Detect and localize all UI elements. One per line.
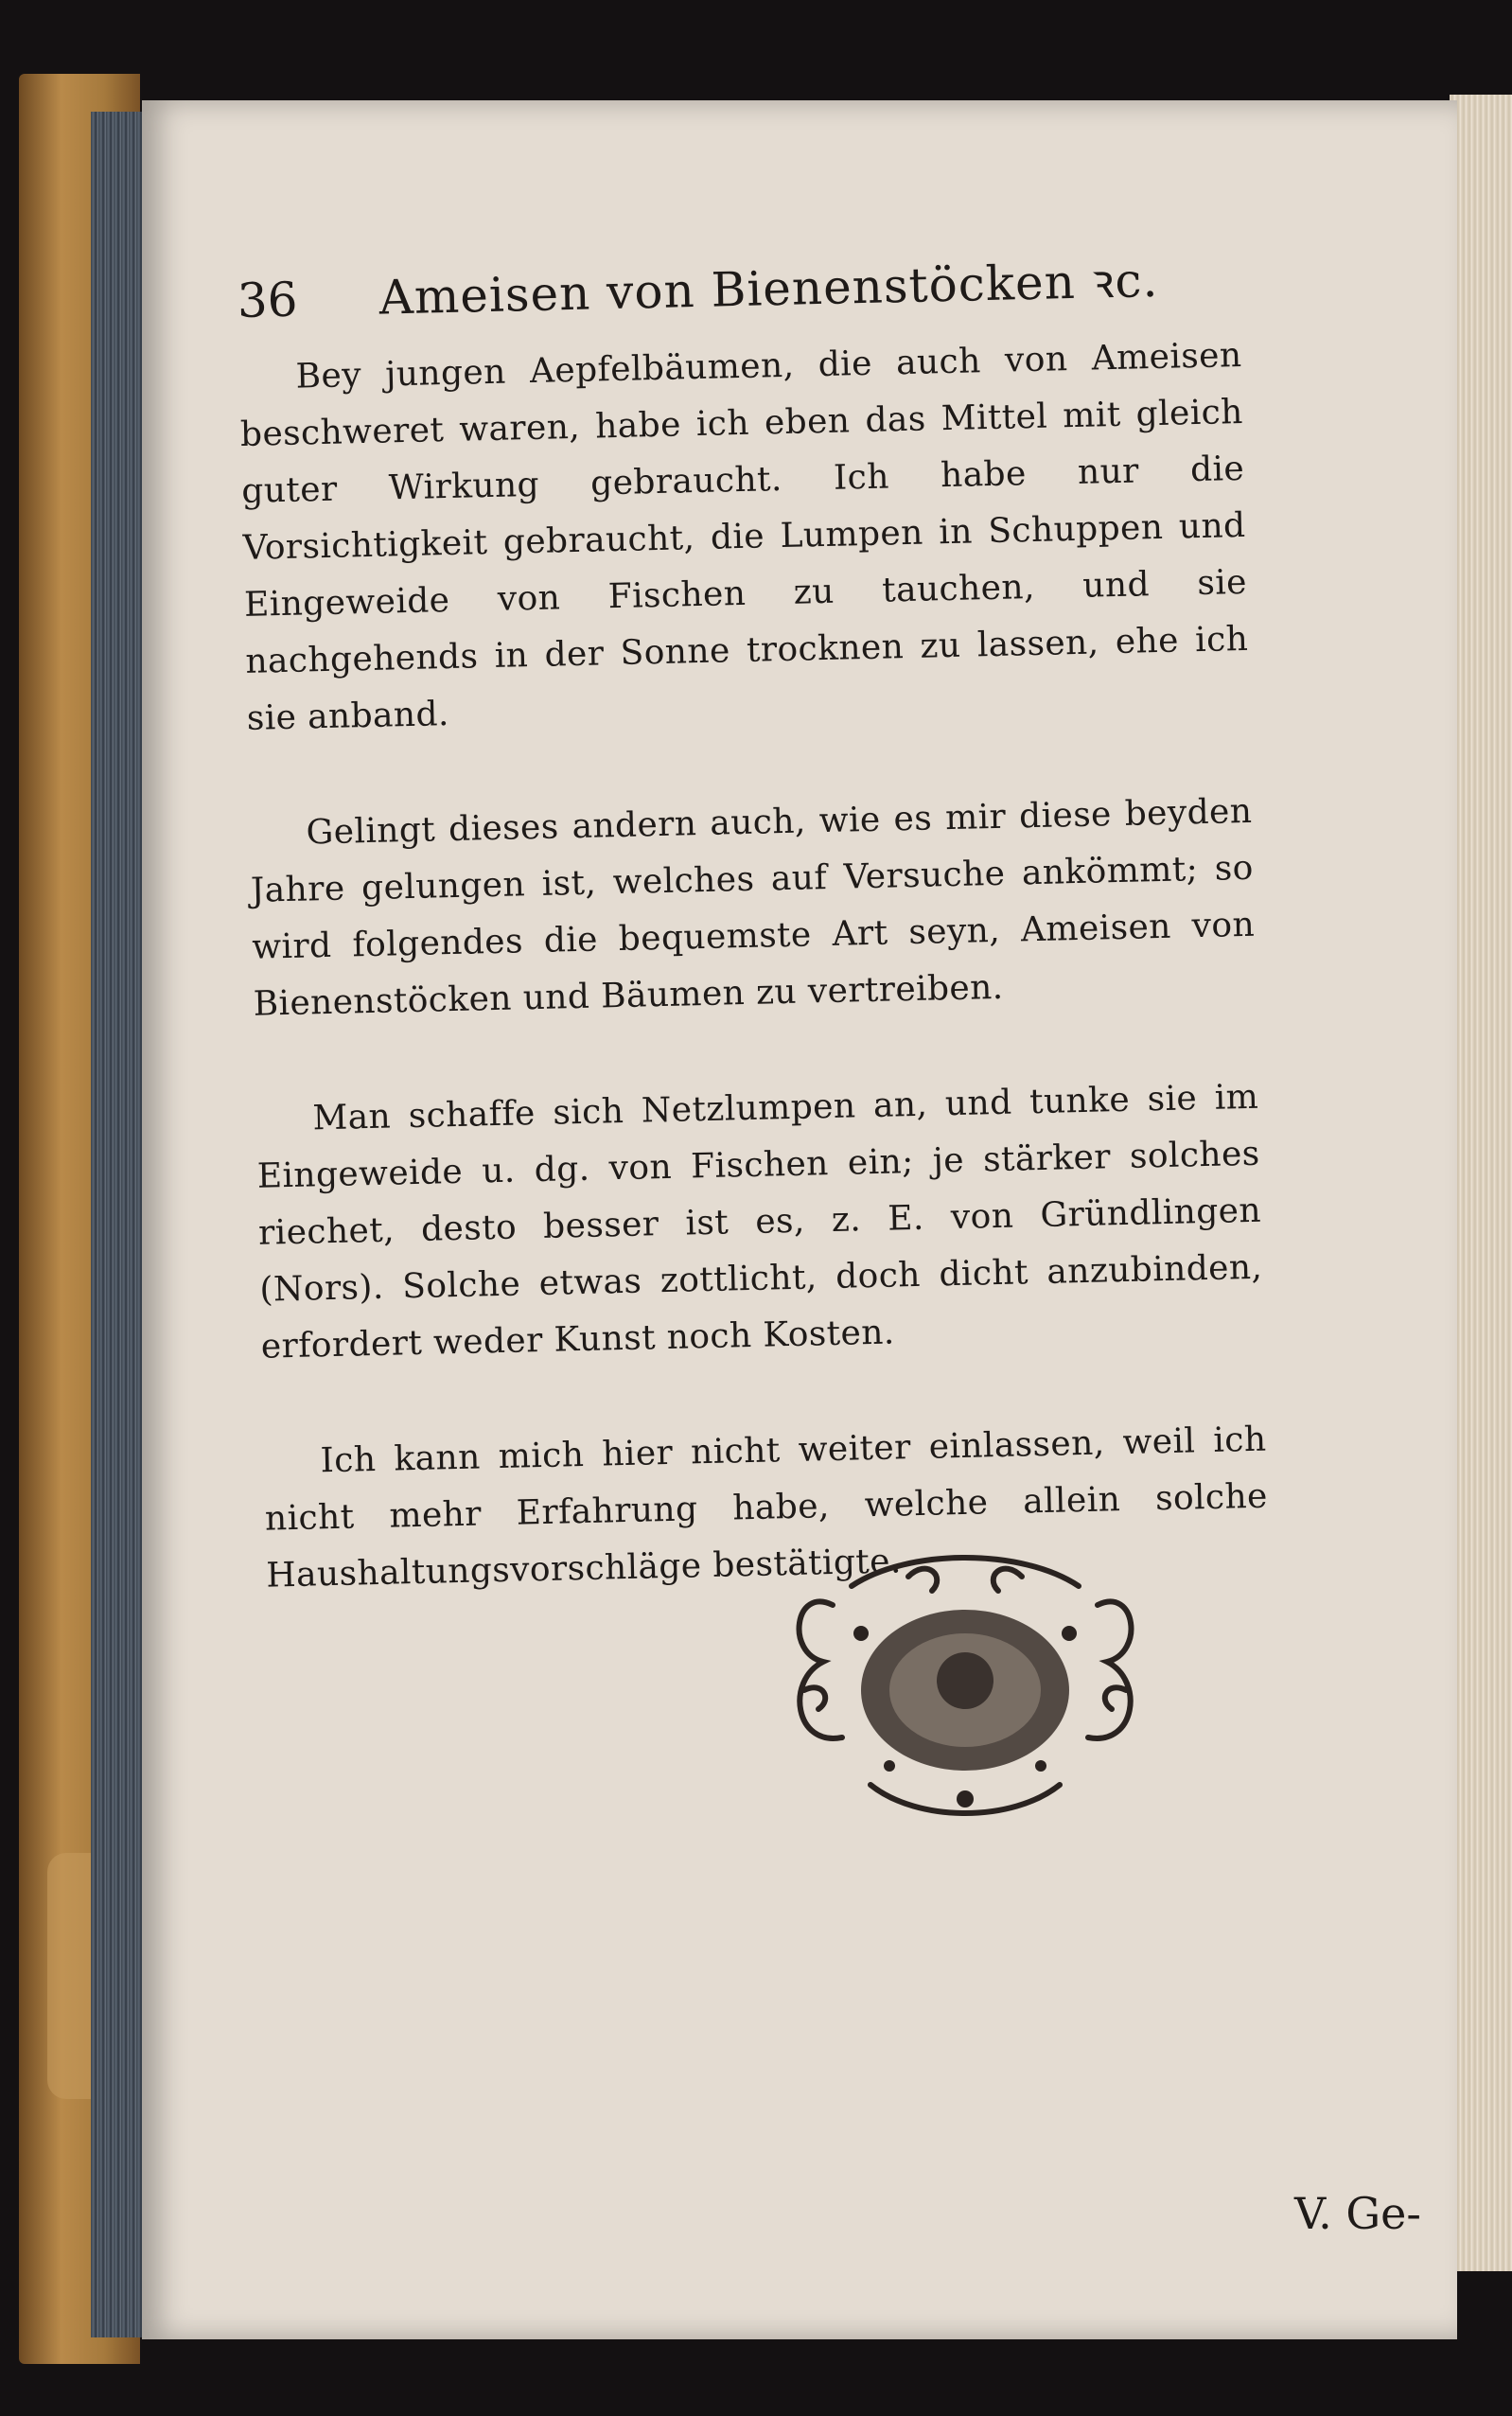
facing-page-edges xyxy=(1450,95,1512,2271)
paragraph-3: Man schaffe sich Netzlumpen an, und tunke sie im Eingeweide u. dg. von Fischen ein; je stärker solches riechet, desto besser ist es, z. E. von Gründlingen (Nors). Solche etwas zottlicht, doch dicht anzubinden, erfordert weder Kunst noch Kosten. xyxy=(256,1077,1263,1367)
paragraph-4: Ich kann mich hier nicht weiter einlassen, weil ich nicht mehr Erfahrung habe, welche allein solche Haushaltungsvorschläge bestätigte. xyxy=(264,1420,1269,1596)
text-block xyxy=(237,244,1270,1605)
catchword: V. Ge- xyxy=(1294,2188,1421,2239)
page-number: 36 xyxy=(237,272,299,328)
running-head: Ameisen von Bienenstöcken ꝛc. xyxy=(378,252,1159,326)
paragraph-1: Bey jungen Aepfelbäumen, die auch von Ameisen beschweret waren, habe ich eben das Mittel mit gleich guter Wirkung gebraucht. Ich habe nur die Vorsichtigkeit gebraucht, die Lumpen in Schuppen und Eingeweide von Fischen zu tauchen, und sie nachgehends in der Sonne trocknen zu lassen, ehe ich sie anband. xyxy=(239,335,1249,738)
paragraph-2: Gelingt dieses andern auch, wie es mir diese beyden Jahre gelungen ist, welches auf Versuche ankömmt; so wird folgendes die bequemste Art seyn, Ameisen von Bienenstöcken und Bäumen zu vertreiben. xyxy=(250,791,1256,1024)
page-header xyxy=(237,244,1241,343)
ornament-vignette xyxy=(766,1548,1164,1832)
book-page xyxy=(142,100,1457,2339)
